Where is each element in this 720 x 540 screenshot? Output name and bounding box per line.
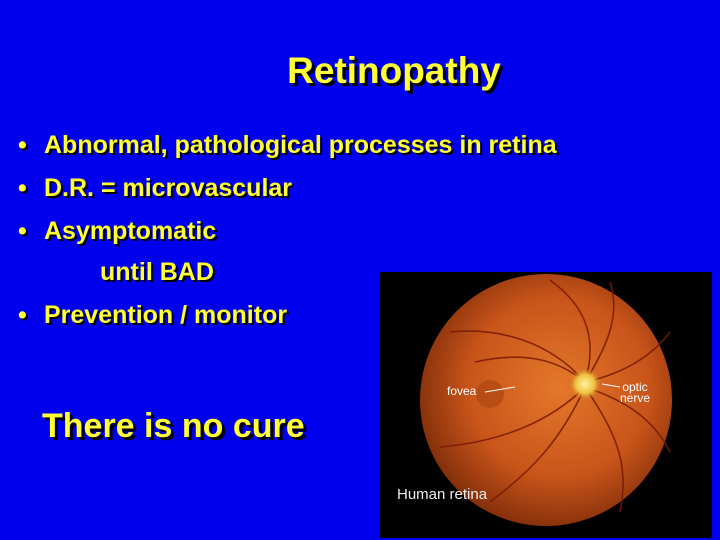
bullet-item: [18, 130, 634, 161]
bullet-item: [18, 216, 638, 247]
optic-nerve-label: [620, 382, 650, 404]
bullet-text: Abnormal, pathological processes in retina: [44, 131, 557, 159]
fovea-spot: [476, 380, 504, 408]
optic-label-line2: nerve: [620, 391, 651, 405]
bullet-dot: •: [18, 131, 27, 159]
optic-disc: [569, 368, 601, 400]
bullet-text: Prevention / monitor: [44, 301, 288, 329]
bullet-item: [18, 173, 638, 204]
image-caption: Human retina: [397, 486, 488, 503]
optic-label-line1: optic: [622, 380, 648, 394]
slide-title: Retinopathy: [287, 50, 501, 91]
bullet-text: D.R. = microvascular: [44, 174, 293, 202]
emphasis-text: There is no cure: [42, 407, 305, 445]
bullet-continuation: until BAD: [100, 258, 214, 286]
bullet-dot: •: [18, 301, 27, 329]
bullet-dot: •: [18, 217, 27, 245]
retina-image: [380, 272, 712, 538]
fovea-label: fovea: [447, 384, 477, 398]
bullet-text: Asymptomatic: [44, 217, 217, 245]
bullet-dot: •: [18, 174, 27, 202]
